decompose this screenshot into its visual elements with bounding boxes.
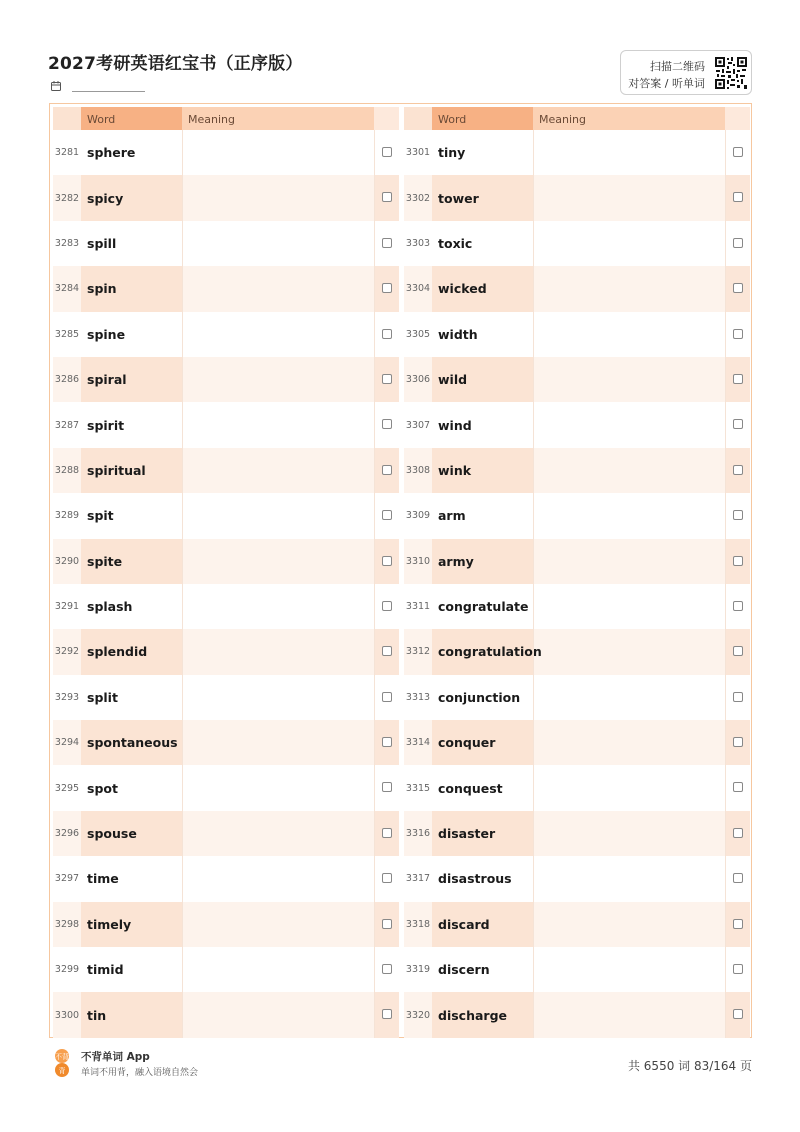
check-cell: [374, 675, 399, 720]
word-text: disastrous: [438, 871, 512, 887]
word-number: 3308: [405, 464, 431, 476]
check-cell: [725, 584, 750, 629]
table-row: [53, 448, 399, 493]
table-row: [53, 266, 399, 311]
word-number: 3288: [54, 464, 80, 476]
table-row: [404, 312, 750, 357]
word-number: 3302: [405, 192, 431, 204]
table-row: [53, 130, 399, 175]
meaning-blank[interactable]: [182, 765, 374, 810]
page-counter: 共 6550 词 83/164 页: [627, 1059, 752, 1073]
meaning-blank[interactable]: [533, 811, 725, 856]
date-field-line[interactable]: [72, 91, 145, 92]
check-cell: [725, 266, 750, 311]
meaning-blank[interactable]: [533, 992, 725, 1037]
table-row: [53, 811, 399, 856]
word-text: tiny: [438, 145, 466, 161]
meaning-blank[interactable]: [182, 357, 374, 402]
table-row: [53, 947, 399, 992]
word-text: spill: [87, 235, 117, 251]
word-number: 3319: [405, 964, 431, 976]
meaning-blank[interactable]: [182, 992, 374, 1037]
qr-panel[interactable]: [620, 50, 752, 95]
word-number: 3306: [405, 374, 431, 386]
table-row: [404, 357, 750, 402]
row-checkbox[interactable]: [382, 147, 392, 157]
word-text: wind: [438, 417, 472, 433]
meaning-blank[interactable]: [182, 856, 374, 901]
row-checkbox[interactable]: [382, 964, 392, 974]
check-cell: [725, 720, 750, 765]
header-number-cell: [404, 107, 432, 130]
meaning-blank[interactable]: [533, 856, 725, 901]
meaning-blank[interactable]: [182, 130, 374, 175]
meaning-blank[interactable]: [182, 811, 374, 856]
meaning-blank[interactable]: [182, 448, 374, 493]
word-number: 3289: [54, 510, 80, 522]
word-text: tower: [432, 175, 533, 220]
row-checkbox[interactable]: [733, 601, 743, 611]
table-header: [53, 107, 399, 130]
check-cell: [374, 266, 399, 311]
word-text: spin: [81, 266, 182, 311]
page-title: 2027考研英语红宝书（正序版）: [48, 54, 303, 74]
check-cell: [725, 629, 750, 674]
table-row: [53, 539, 399, 584]
word-number: 3309: [405, 510, 431, 522]
row-checkbox[interactable]: [733, 919, 743, 929]
row-checkbox[interactable]: [733, 737, 743, 747]
header-check-cell: [725, 107, 750, 130]
word-number: 3291: [54, 601, 80, 613]
word-number: 3299: [54, 964, 80, 976]
check-cell: [374, 357, 399, 402]
header-meaning: Meaning: [182, 107, 374, 130]
table-row: [404, 402, 750, 447]
row-checkbox[interactable]: [733, 828, 743, 838]
check-cell: [725, 493, 750, 538]
word-text: spouse: [81, 811, 182, 856]
table-row: [53, 720, 399, 765]
table-row: [53, 902, 399, 947]
row-checkbox[interactable]: [382, 692, 392, 702]
word-number: 3283: [54, 237, 80, 249]
table-row: [53, 357, 399, 402]
word-text: timid: [87, 962, 124, 978]
row-checkbox[interactable]: [382, 646, 392, 656]
row-checkbox[interactable]: [733, 419, 743, 429]
row-checkbox[interactable]: [733, 192, 743, 202]
word-text: spicy: [81, 175, 182, 220]
row-checkbox[interactable]: [733, 283, 743, 293]
row-checkbox[interactable]: [733, 646, 743, 656]
meaning-blank[interactable]: [182, 584, 374, 629]
word-text: time: [87, 871, 119, 887]
meaning-blank[interactable]: [533, 357, 725, 402]
rows-right: [404, 130, 750, 1038]
check-cell: [725, 221, 750, 266]
word-number: 3286: [54, 374, 80, 386]
meaning-blank[interactable]: [182, 902, 374, 947]
row-checkbox[interactable]: [382, 465, 392, 475]
meaning-blank[interactable]: [533, 130, 725, 175]
meaning-blank[interactable]: [533, 675, 725, 720]
meaning-blank[interactable]: [182, 221, 374, 266]
check-cell: [374, 402, 399, 447]
qr-code-icon: [714, 56, 748, 90]
meaning-blank[interactable]: [533, 175, 725, 220]
meaning-blank[interactable]: [533, 221, 725, 266]
word-number: 3300: [54, 1009, 80, 1021]
word-text: army: [432, 539, 533, 584]
app-logo-icon: [53, 1049, 71, 1077]
meaning-blank[interactable]: [182, 266, 374, 311]
row-checkbox[interactable]: [733, 465, 743, 475]
check-cell: [725, 902, 750, 947]
word-number: 3312: [405, 646, 431, 658]
table-row: [53, 675, 399, 720]
check-cell: [374, 902, 399, 947]
word-number: 3307: [405, 419, 431, 431]
word-number: 3295: [54, 782, 80, 794]
word-number: 3290: [54, 555, 80, 567]
meaning-blank[interactable]: [182, 629, 374, 674]
row-checkbox[interactable]: [733, 329, 743, 339]
meaning-blank[interactable]: [533, 493, 725, 538]
word-number: 3281: [54, 147, 80, 159]
meaning-blank[interactable]: [182, 539, 374, 584]
table-row: [53, 765, 399, 810]
word-number: 3305: [405, 328, 431, 340]
word-text: wild: [432, 357, 533, 402]
row-checkbox[interactable]: [382, 601, 392, 611]
qr-caption-answers: 对答案 / 听单词: [628, 77, 705, 90]
word-number: 3292: [54, 646, 80, 658]
check-cell: [725, 357, 750, 402]
table-header: [404, 107, 750, 130]
check-cell: [374, 584, 399, 629]
table-row: [404, 584, 750, 629]
row-checkbox[interactable]: [382, 192, 392, 202]
word-text: congratulate: [438, 599, 529, 615]
table-row: [53, 992, 399, 1037]
word-number: 3316: [405, 828, 431, 840]
rows-left: [53, 130, 399, 1038]
header-number-cell: [53, 107, 81, 130]
header-check-cell: [374, 107, 399, 130]
table-row: [53, 629, 399, 674]
word-text: spirit: [87, 417, 125, 433]
table-row: [404, 947, 750, 992]
table-row: [53, 312, 399, 357]
word-number: 3284: [54, 283, 80, 295]
footer-tagline: 单词不用背，融入语境自然会: [81, 1068, 199, 1078]
word-text: arm: [438, 508, 466, 524]
check-cell: [374, 765, 399, 810]
meaning-blank[interactable]: [533, 539, 725, 584]
word-number: 3298: [54, 918, 80, 930]
word-text: conjunction: [438, 689, 521, 705]
word-number: 3317: [405, 873, 431, 885]
row-checkbox[interactable]: [382, 374, 392, 384]
word-text: spot: [87, 780, 118, 796]
word-number: 3297: [54, 873, 80, 885]
meaning-blank[interactable]: [182, 312, 374, 357]
table-row: [404, 720, 750, 765]
word-text: wicked: [432, 266, 533, 311]
word-text: discard: [432, 902, 533, 947]
table-row: [404, 448, 750, 493]
table-row: [404, 539, 750, 584]
check-cell: [374, 221, 399, 266]
row-checkbox[interactable]: [733, 782, 743, 792]
header-word: Word: [432, 107, 533, 130]
table-row: [404, 266, 750, 311]
svg-text:不背: 不背: [55, 1053, 69, 1061]
word-number: 3315: [405, 782, 431, 794]
meaning-blank[interactable]: [533, 584, 725, 629]
check-cell: [725, 856, 750, 901]
check-cell: [374, 175, 399, 220]
check-cell: [725, 175, 750, 220]
word-text: width: [438, 326, 478, 342]
calendar-icon: [51, 81, 61, 91]
word-text: congratulation: [432, 629, 533, 674]
meaning-blank[interactable]: [533, 947, 725, 992]
word-text: spontaneous: [81, 720, 182, 765]
word-number: 3282: [54, 192, 80, 204]
table-row: [404, 175, 750, 220]
table-row: [404, 493, 750, 538]
check-cell: [374, 992, 399, 1037]
word-text: spite: [81, 539, 182, 584]
qr-caption-scan: 扫描二维码: [650, 60, 705, 73]
row-checkbox[interactable]: [382, 1009, 392, 1019]
row-checkbox[interactable]: [382, 329, 392, 339]
word-number: 3301: [405, 147, 431, 159]
table-row: [404, 675, 750, 720]
word-text: spine: [87, 326, 126, 342]
row-checkbox[interactable]: [733, 1009, 743, 1019]
meaning-blank[interactable]: [533, 266, 725, 311]
check-cell: [725, 765, 750, 810]
row-checkbox[interactable]: [733, 556, 743, 566]
check-cell: [725, 402, 750, 447]
word-text: split: [87, 689, 118, 705]
word-number: 3304: [405, 283, 431, 295]
meaning-blank[interactable]: [182, 493, 374, 538]
word-text: spit: [87, 508, 114, 524]
word-text: timely: [81, 902, 182, 947]
word-number: 3314: [405, 737, 431, 749]
check-cell: [725, 947, 750, 992]
check-cell: [725, 312, 750, 357]
meaning-blank[interactable]: [182, 947, 374, 992]
table-row: [404, 130, 750, 175]
row-checkbox[interactable]: [382, 419, 392, 429]
check-cell: [374, 539, 399, 584]
meaning-blank[interactable]: [533, 312, 725, 357]
table-row: [53, 221, 399, 266]
table-row: [53, 402, 399, 447]
check-cell: [725, 539, 750, 584]
table-row: [404, 629, 750, 674]
word-number: 3296: [54, 828, 80, 840]
row-checkbox[interactable]: [733, 147, 743, 157]
row-checkbox[interactable]: [382, 873, 392, 883]
table-row: [404, 221, 750, 266]
check-cell: [725, 130, 750, 175]
word-text: conquest: [438, 780, 503, 796]
word-text: tin: [81, 992, 182, 1037]
word-number: 3311: [405, 601, 431, 613]
word-number: 3287: [54, 419, 80, 431]
word-text: disaster: [432, 811, 533, 856]
row-checkbox[interactable]: [733, 873, 743, 883]
row-checkbox[interactable]: [382, 737, 392, 747]
check-cell: [374, 312, 399, 357]
check-cell: [374, 629, 399, 674]
meaning-blank[interactable]: [533, 720, 725, 765]
check-cell: [725, 811, 750, 856]
footer-app-name: 不背单词 App: [81, 1051, 150, 1063]
meaning-blank[interactable]: [533, 448, 725, 493]
table-row: [404, 992, 750, 1037]
table-row: [53, 493, 399, 538]
word-number: 3320: [405, 1009, 431, 1021]
row-checkbox[interactable]: [382, 919, 392, 929]
meaning-blank[interactable]: [533, 902, 725, 947]
word-text: discharge: [432, 992, 533, 1037]
word-number: 3294: [54, 737, 80, 749]
check-cell: [374, 856, 399, 901]
word-number: 3313: [405, 691, 431, 703]
check-cell: [374, 448, 399, 493]
check-cell: [374, 947, 399, 992]
row-checkbox[interactable]: [733, 510, 743, 520]
meaning-blank[interactable]: [533, 765, 725, 810]
word-text: spiritual: [81, 448, 182, 493]
meaning-blank[interactable]: [182, 175, 374, 220]
check-cell: [374, 493, 399, 538]
header-meaning: Meaning: [533, 107, 725, 130]
row-checkbox[interactable]: [382, 283, 392, 293]
word-text: splash: [87, 599, 133, 615]
table-row: [404, 856, 750, 901]
word-text: conquer: [432, 720, 533, 765]
row-checkbox[interactable]: [382, 238, 392, 248]
table-row: [53, 856, 399, 901]
word-text: spiral: [81, 357, 182, 402]
word-text: splendid: [81, 629, 182, 674]
svg-text:背: 背: [58, 1067, 66, 1075]
meaning-blank[interactable]: [182, 675, 374, 720]
check-cell: [374, 130, 399, 175]
table-row: [404, 765, 750, 810]
table-row: [404, 902, 750, 947]
word-text: sphere: [87, 145, 136, 161]
check-cell: [725, 992, 750, 1037]
word-number: 3293: [54, 691, 80, 703]
meaning-blank[interactable]: [533, 402, 725, 447]
table-row: [53, 584, 399, 629]
row-checkbox[interactable]: [733, 964, 743, 974]
meaning-blank[interactable]: [533, 629, 725, 674]
meaning-blank[interactable]: [182, 720, 374, 765]
word-text: wink: [432, 448, 533, 493]
word-number: 3285: [54, 328, 80, 340]
vocabulary-sheet: [49, 103, 752, 1038]
check-cell: [374, 720, 399, 765]
row-checkbox[interactable]: [733, 374, 743, 384]
row-checkbox[interactable]: [382, 828, 392, 838]
meaning-blank[interactable]: [182, 402, 374, 447]
table-row: [53, 175, 399, 220]
row-checkbox[interactable]: [733, 692, 743, 702]
word-number: 3318: [405, 918, 431, 930]
check-cell: [725, 675, 750, 720]
word-number: 3310: [405, 555, 431, 567]
check-cell: [374, 811, 399, 856]
check-cell: [725, 448, 750, 493]
row-checkbox[interactable]: [733, 238, 743, 248]
word-text: toxic: [438, 235, 473, 251]
header-word: Word: [81, 107, 182, 130]
row-checkbox[interactable]: [382, 782, 392, 792]
row-checkbox[interactable]: [382, 510, 392, 520]
word-number: 3303: [405, 237, 431, 249]
row-checkbox[interactable]: [382, 556, 392, 566]
table-row: [404, 811, 750, 856]
word-text: discern: [438, 962, 490, 978]
